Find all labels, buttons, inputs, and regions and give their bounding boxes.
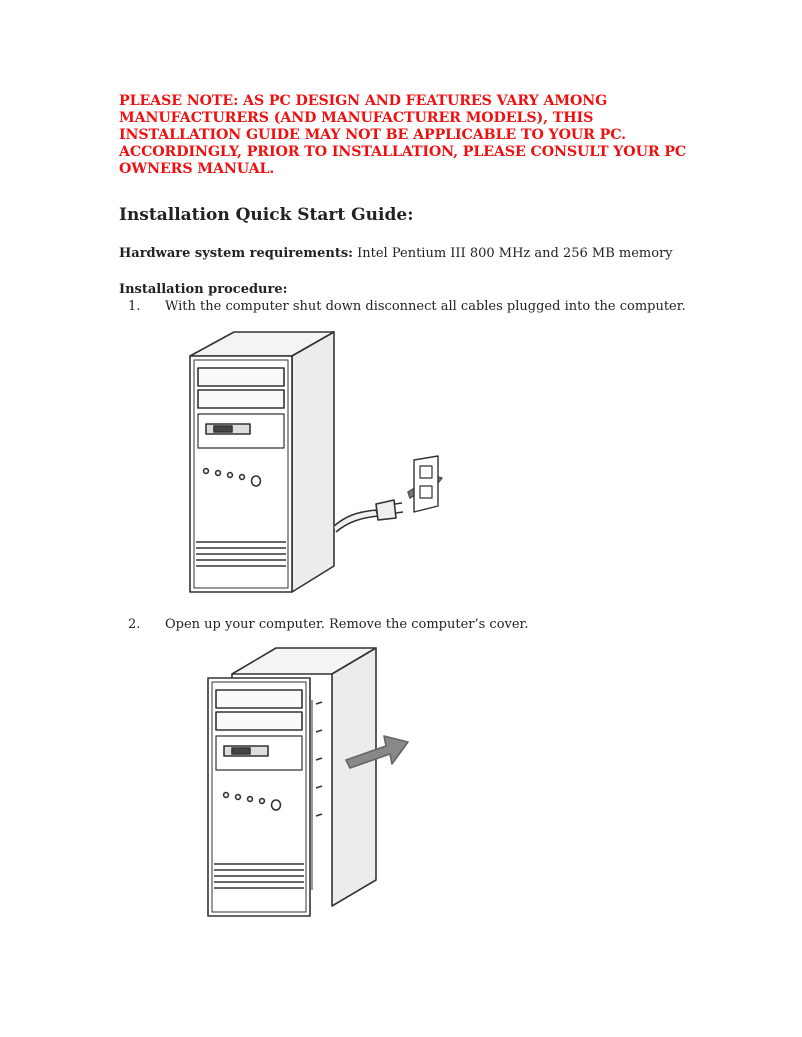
- computer-cover-removal-illustration: [200, 640, 460, 924]
- warning-note: [119, 93, 699, 178]
- warning-note-line: PLEASE NOTE: AS PC DESIGN AND FEATURES VARY AMONG: [119, 93, 608, 109]
- requirements-value: Intel Pentium III 800 MHz and 256 MB memory: [357, 246, 673, 261]
- procedure-heading: Installation procedure:: [119, 282, 288, 297]
- step-text: With the computer shut down disconnect all cables plugged into the computer.: [165, 299, 686, 314]
- warning-note-line: MANUFACTURERS (AND MANUFACTURER MODELS), THIS: [119, 110, 594, 126]
- computer-unplug-illustration: [176, 320, 476, 602]
- warning-note-line: OWNERS MANUAL.: [119, 161, 275, 177]
- page-title: Installation Quick Start Guide:: [119, 205, 414, 225]
- requirements-label: Hardware system requirements:: [119, 246, 353, 261]
- warning-note-line: INSTALLATION GUIDE MAY NOT BE APPLICABLE TO YOUR PC.: [119, 127, 626, 143]
- step-text: Open up your computer. Remove the computer’s cover.: [165, 617, 529, 632]
- step-number: 2.: [128, 617, 141, 632]
- step-2: [128, 617, 688, 635]
- step-number: 1.: [128, 299, 141, 314]
- step-1: [128, 299, 688, 317]
- hardware-requirements: [119, 246, 673, 261]
- warning-note-line: ACCORDINGLY, PRIOR TO INSTALLATION, PLEASE CONSULT YOUR PC: [119, 144, 687, 160]
